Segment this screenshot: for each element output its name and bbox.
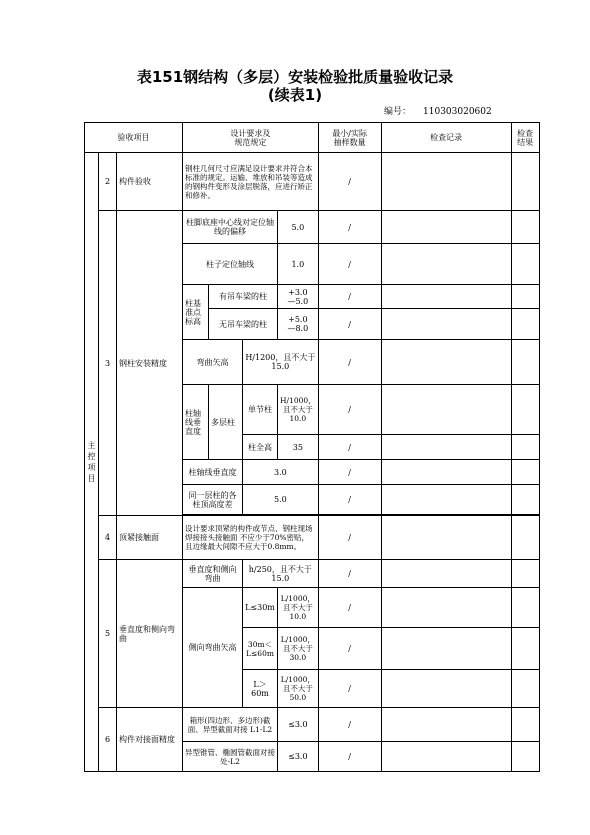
check-result[interactable] <box>511 435 539 460</box>
sample-count: / <box>318 211 381 244</box>
check-record[interactable] <box>381 516 511 560</box>
axis-value: 1.0 <box>278 244 319 285</box>
lateral-label: 侧向弯曲矢高 <box>183 588 243 708</box>
sample-count: / <box>318 340 381 385</box>
header-item: 验收项目 <box>85 123 183 153</box>
table-row <box>85 211 540 244</box>
table-row <box>85 560 540 588</box>
crane-label: 有吊车梁的柱 <box>209 285 278 309</box>
axis-vertical-label: 柱轴线垂直度 <box>183 460 243 485</box>
check-record[interactable] <box>381 153 511 211</box>
sample-count: / <box>318 708 381 742</box>
check-result[interactable] <box>511 485 539 515</box>
header-design: 设计要求及 规范规定 <box>183 123 319 153</box>
elevation-label: 柱基准点标高 <box>183 285 209 340</box>
check-record[interactable] <box>381 560 511 588</box>
l3-value: L/1000，且不大于50.0 <box>278 670 319 708</box>
check-result[interactable] <box>511 708 539 742</box>
full-height-value: 35 <box>278 435 319 460</box>
vb-value: h/250，且不大于15.0 <box>243 560 319 588</box>
box-section-label: 箱形(四边形、多边形)截面、异型截面对接 L1-L2 <box>183 708 278 742</box>
height-diff-value: 5.0 <box>243 485 319 515</box>
row-number: 5 <box>99 560 117 708</box>
l1-value: L/1000，且不大于10.0 <box>278 588 319 628</box>
check-record[interactable] <box>381 708 511 742</box>
check-record[interactable] <box>381 385 511 435</box>
check-result[interactable] <box>511 385 539 435</box>
table-row <box>85 516 540 560</box>
check-result[interactable] <box>511 742 539 772</box>
table-row <box>85 153 540 211</box>
row-number: 3 <box>99 211 117 516</box>
check-result[interactable] <box>511 340 539 385</box>
l2-value: L/1000，且不大于30.0 <box>278 628 319 670</box>
check-result[interactable] <box>511 153 539 211</box>
check-record[interactable] <box>381 485 511 515</box>
inspection-table <box>84 122 540 772</box>
sample-count: / <box>318 516 381 560</box>
axis-label: 柱子定位轴线 <box>183 244 278 285</box>
sample-count: / <box>318 385 381 435</box>
single-value: H/1000，且不大于10.0 <box>278 385 319 435</box>
sample-count: / <box>318 670 381 708</box>
check-record[interactable] <box>381 588 511 628</box>
sample-count: / <box>318 588 381 628</box>
form-title: 表151钢结构（多层）安装检验批质量验收记录 <box>136 68 454 86</box>
code-label: 编号： <box>384 107 412 117</box>
item-name: 钢柱安装精度 <box>117 211 183 516</box>
single-label: 单节柱 <box>243 385 278 435</box>
sample-count: / <box>318 309 381 340</box>
sample-count: / <box>318 285 381 309</box>
table-row <box>85 708 540 742</box>
check-record[interactable] <box>381 742 511 772</box>
sample-count: / <box>318 628 381 670</box>
full-height-label: 柱全高 <box>243 435 278 460</box>
check-record[interactable] <box>381 460 511 485</box>
tube-section-value: ≤3.0 <box>278 742 319 772</box>
tube-section-label: 异型锥管、椭圆管截面对接处-L2 <box>183 742 278 772</box>
check-record[interactable] <box>381 285 511 309</box>
sample-count: / <box>318 460 381 485</box>
vb-label: 垂直度和侧向弯曲 <box>183 560 243 588</box>
header-result: 检查 结果 <box>511 123 539 153</box>
sample-count: / <box>318 560 381 588</box>
box-section-value: ≤3.0 <box>278 708 319 742</box>
sample-count: / <box>318 244 381 285</box>
check-result[interactable] <box>511 309 539 340</box>
item-name: 顶紧接触面 <box>117 516 183 560</box>
multi-column-label: 多层柱 <box>209 385 243 460</box>
sample-count: / <box>318 153 381 211</box>
header-sample: 最小/实际 抽样数量 <box>318 123 381 153</box>
code-value: 110303020602 <box>423 107 492 117</box>
item-name: 构件对接面精度 <box>117 708 183 772</box>
check-result[interactable] <box>511 628 539 670</box>
check-result[interactable] <box>511 244 539 285</box>
l1-label: L≤30m <box>243 588 278 628</box>
check-record[interactable] <box>381 670 511 708</box>
bend-label: 弯曲矢高 <box>183 340 243 385</box>
form-code <box>384 104 492 117</box>
check-record[interactable] <box>381 309 511 340</box>
check-result[interactable] <box>511 285 539 309</box>
bend-value: H/1200，且不大于15.0 <box>243 340 319 385</box>
table-header-row <box>85 123 540 153</box>
nocrane-value: +5.0 —8.0 <box>278 309 319 340</box>
item-requirement: 钢柱几何尺寸应满足设计要求并符合本标准的规定。运输、堆放和吊装等造成的钢构件变形及涂层脱落，应进行矫正和修补。 <box>183 153 319 211</box>
section-label: 主 控 项 目 <box>85 153 99 772</box>
header-record: 检查记录 <box>381 123 511 153</box>
check-record[interactable] <box>381 628 511 670</box>
axis-vertical-value: 3.0 <box>243 460 319 485</box>
sample-count: / <box>318 435 381 460</box>
row-number: 4 <box>99 516 117 560</box>
check-result[interactable] <box>511 516 539 560</box>
item-name: 垂直度和侧向弯曲 <box>117 560 183 708</box>
check-result[interactable] <box>511 211 539 244</box>
sample-count: / <box>318 485 381 515</box>
item-name: 构件验收 <box>117 153 183 211</box>
sample-count: / <box>318 742 381 772</box>
row-number: 2 <box>99 153 117 211</box>
vertical-label: 柱轴线垂直度 <box>183 385 209 460</box>
check-result[interactable] <box>511 588 539 628</box>
row-number: 6 <box>99 708 117 772</box>
l2-label: 30m＜L≤60m <box>243 628 278 670</box>
item-requirement: 设计要求顶紧的构件或节点、钢柱现场焊接接头接触面 不应少于70%密贴，且边缘最大间隙不应大于0.8mm。 <box>183 516 319 560</box>
crane-value: +3.0 —5.0 <box>278 285 319 309</box>
base-offset-label: 柱脚底座中心线对定位轴线的偏移 <box>183 211 278 244</box>
check-record[interactable] <box>381 211 511 244</box>
form-subtitle: (续表1) <box>267 86 323 104</box>
height-diff-label: 同一层柱的各柱顶高度差 <box>183 485 243 515</box>
check-result[interactable] <box>511 670 539 708</box>
check-record[interactable] <box>381 244 511 285</box>
check-result[interactable] <box>511 460 539 485</box>
check-result[interactable] <box>511 560 539 588</box>
check-record[interactable] <box>381 340 511 385</box>
l3-label: L＞60m <box>243 670 278 708</box>
check-record[interactable] <box>381 435 511 460</box>
base-offset-value: 5.0 <box>278 211 319 244</box>
nocrane-label: 无吊车梁的柱 <box>209 309 278 340</box>
